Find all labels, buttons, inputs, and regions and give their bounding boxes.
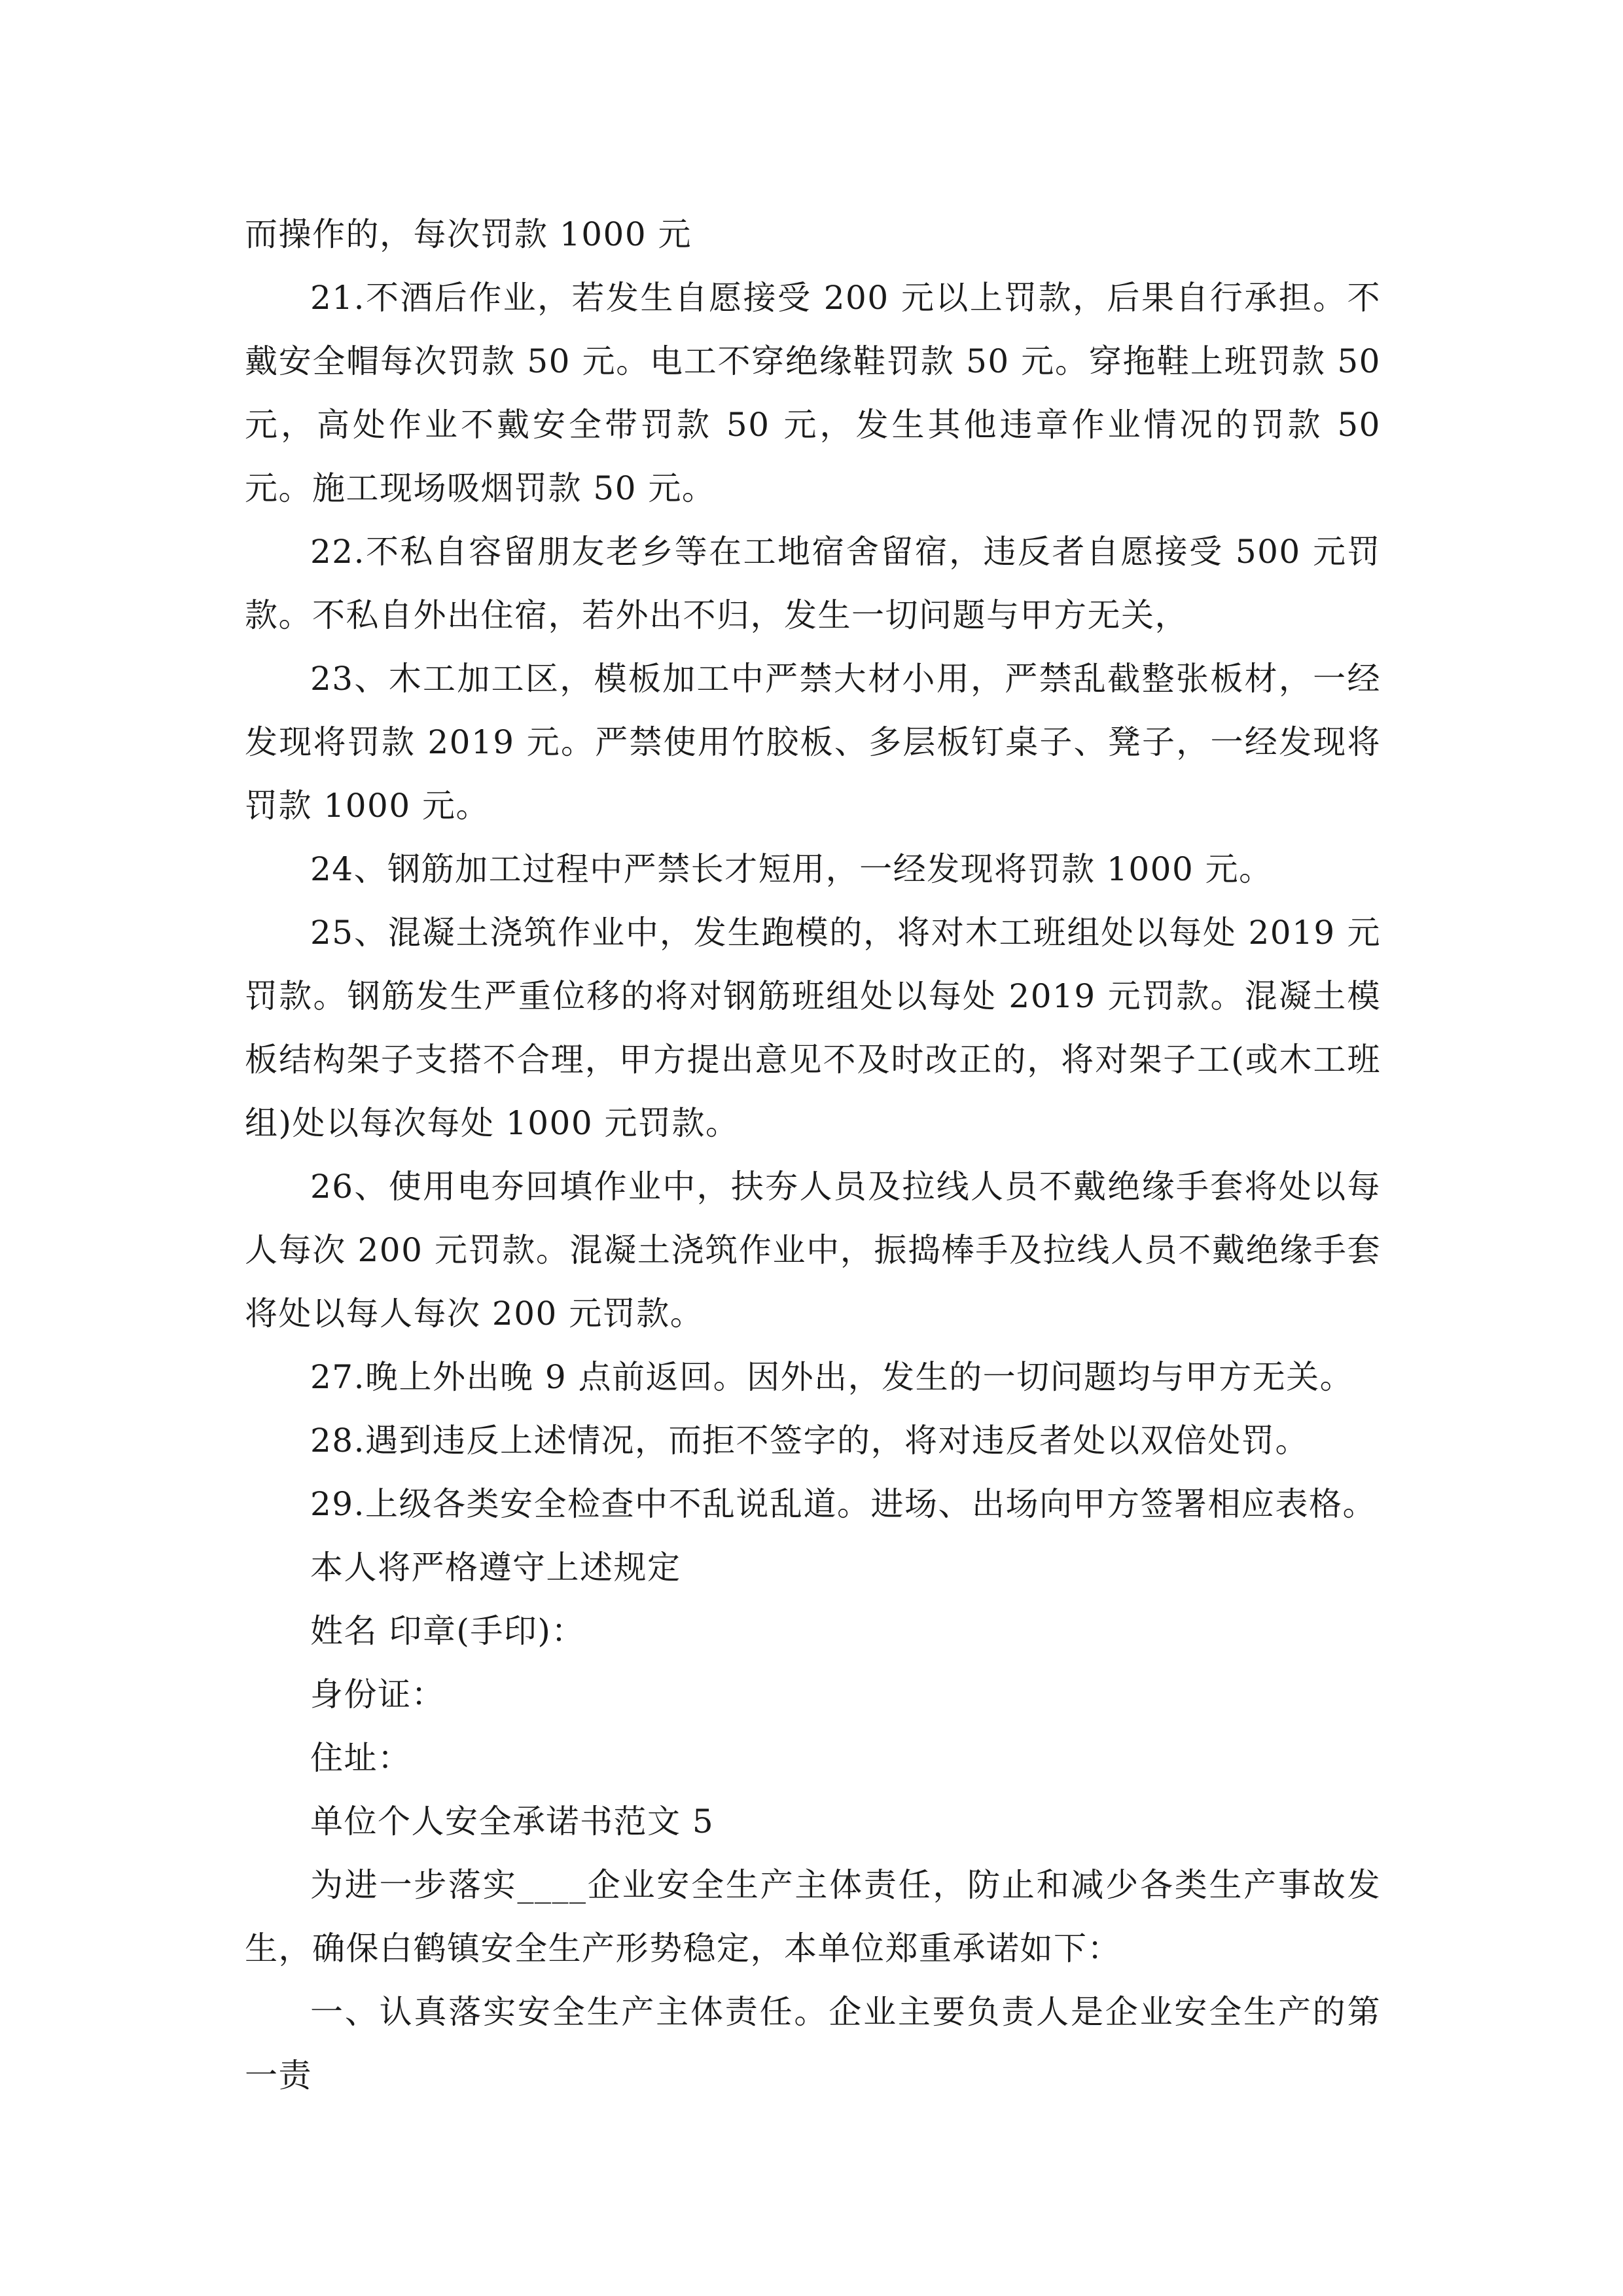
paragraph-25: 25、混凝土浇筑作业中，发生跑模的，将对木工班组处以每处 2019 元罚款。钢筋发生严重位移的将对钢筋班组处以每处 2019 元罚款。混凝土模板结构架子支搭不合理，甲方提出意见不及时改正的，将对架子工(或木工班组)处以每次每处 1000 元罚款。 [245,914,1381,1142]
paragraph-26: 26、使用电夯回填作业中，扶夯人员及拉线人员不戴绝缘手套将处以每人每次 200 元罚款。混凝土浇筑作业中，振捣棒手及拉线人员不戴绝缘手套将处以每人每次 200 元罚款。 [245,1168,1381,1333]
paragraph-0: 而操作的，每次罚款 1000 元 [245,215,692,253]
paragraph-21: 21.不酒后作业，若发生自愿接受 200 元以上罚款，后果自行承担。不戴安全帽每次罚款 50 元。电工不穿绝缘鞋罚款 50 元。穿拖鞋上班罚款 50 元，高处作业不戴安全带罚款 50 元，发生其他违章作业情况的罚款 50 元。施工现场吸烟罚款 50 元。 [245,279,1381,507]
document-body [245,203,1381,2108]
paragraph-28: 28.遇到违反上述情况，而拒不签字的，将对违反者处以双倍处罚。 [310,1422,1310,1460]
paragraph-27: 27.晚上外出晚 9 点前返回。因外出，发生的一切问题均与甲方无关。 [310,1358,1354,1396]
address-field: 住址： [310,1739,412,1777]
paragraph-23: 23、木工加工区，模板加工中严禁大材小用，严禁乱截整张板材，一经发现将罚款 2019 元。严禁使用竹胶板、多层板钉桌子、凳子，一经发现将罚款 1000 元。 [245,660,1381,825]
clause-one: 一、认真落实安全生产主体责任。企业主要负责人是企业安全生产的第一责 [245,1993,1381,2094]
paragraph-24: 24、钢筋加工过程中严禁长才短用，一经发现将罚款 1000 元。 [310,850,1273,888]
paragraph-22: 22.不私自容留朋友老乡等在工地宿舍留宿，违反者自愿接受 500 元罚款。不私自外出住宿，若外出不归，发生一切问题与甲方无关， [245,533,1381,634]
section-title: 单位个人安全承诺书范文 5 [310,1803,715,1840]
pledge-statement: 本人将严格遵守上述规定 [310,1549,681,1587]
signature-name-field: 姓名 印章(手印)： [310,1612,585,1650]
intro-paragraph: 为进一步落实____企业安全生产主体责任，防止和减少各类生产事故发生，确保白鹤镇安全生产形势稳定，本单位郑重承诺如下： [245,1866,1381,1967]
id-card-field: 身份证： [310,1676,445,1713]
paragraph-29: 29.上级各类安全检查中不乱说乱道。进场、出场向甲方签署相应表格。 [310,1485,1377,1523]
